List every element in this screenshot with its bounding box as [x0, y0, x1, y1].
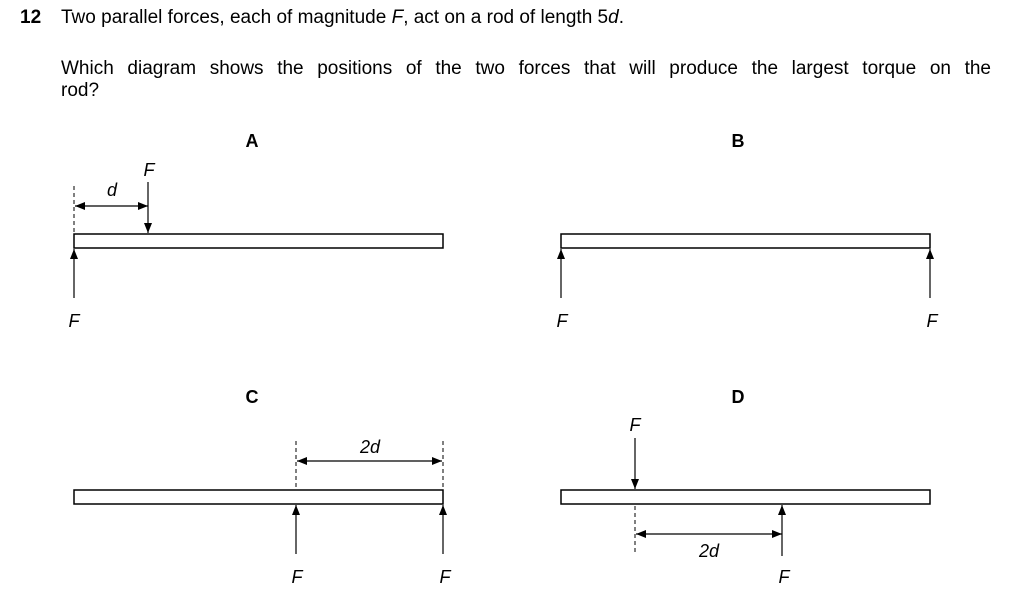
force-label-b-right: F	[926, 311, 938, 331]
force-label-a-bottom: F	[68, 311, 80, 331]
force-label-b-left: F	[556, 311, 568, 331]
stem-text-1: Two parallel forces, each of magnitude	[61, 7, 392, 28]
force-label-a-top: F	[143, 160, 155, 180]
diagram-b	[557, 131, 939, 331]
force-label-c-left: F	[291, 567, 303, 587]
stem-text-2: , act on a rod of length 5	[403, 7, 609, 28]
question-line-2: rod?	[61, 80, 100, 101]
rod-c	[74, 490, 443, 504]
distance-label-c: 2d	[359, 437, 381, 457]
stem-force-symbol: F	[391, 7, 404, 28]
question-line-1: Which diagram shows the positions of the two forces that will produce the largest torque on the	[61, 58, 991, 79]
diagram-d-label: D	[731, 387, 745, 407]
force-label-c-right: F	[439, 567, 451, 587]
distance-label-d: 2d	[698, 541, 720, 561]
diagram-a-label: A	[245, 131, 259, 151]
question-number: 12	[20, 7, 42, 28]
diagram-b-label: B	[731, 131, 745, 151]
force-label-d-top: F	[629, 415, 641, 435]
stem-length-symbol: d	[608, 7, 619, 28]
rod-d	[561, 490, 930, 504]
diagram-c	[74, 387, 452, 587]
diagram-a	[69, 131, 444, 331]
force-label-d-bottom: F	[778, 567, 790, 587]
diagram-d	[561, 387, 930, 587]
distance-label-a: d	[106, 180, 118, 200]
rod-b	[561, 234, 930, 248]
stem-text-3: .	[618, 7, 624, 28]
rod-a	[74, 234, 443, 248]
diagram-c-label: C	[245, 387, 259, 407]
